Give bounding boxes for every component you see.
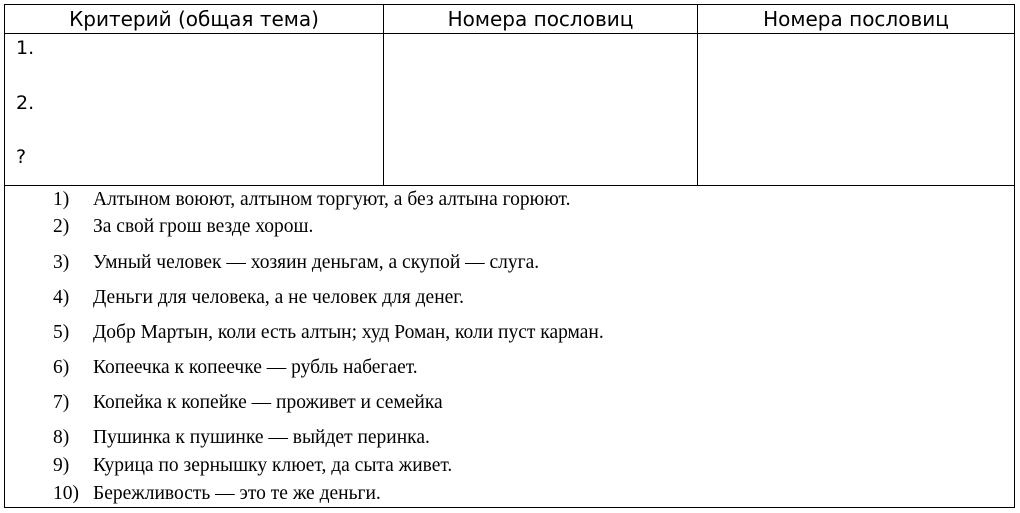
criterion-1: 1. (16, 37, 35, 59)
proverb-number: 6) (53, 357, 70, 378)
proverb-number: 1) (53, 189, 70, 210)
worksheet (4, 4, 1015, 508)
header-divider (5, 33, 1014, 34)
proverb-text: Деньги для человека, а не человек для денег. (93, 287, 464, 308)
proverb-item (53, 454, 452, 478)
proverb-item (53, 286, 464, 310)
header-proverb-numbers-2: Номера пословиц (763, 7, 949, 31)
proverb-number: 8) (53, 427, 70, 448)
proverb-item (53, 356, 418, 380)
proverb-number: 2) (53, 216, 70, 237)
criterion-3: ? (16, 146, 27, 168)
proverb-text: Алтыном воюют, алтыном торгуют, а без алтына горюют. (93, 189, 571, 210)
proverb-item (53, 321, 604, 345)
proverb-text: Курица по зернышку клюет, да сыта живет. (93, 455, 453, 476)
proverb-item (53, 215, 313, 239)
proverb-text: Копеечка к копеечке — рубль набегает. (93, 357, 418, 378)
table-bottom-divider (5, 185, 1014, 186)
proverb-item (53, 251, 539, 275)
header-criterion: Критерий (общая тема) (69, 7, 319, 31)
proverb-item (53, 482, 381, 506)
proverb-number: 9) (53, 455, 70, 476)
proverb-text: Пушинка к пушинке — выйдет перинка. (93, 427, 430, 448)
proverb-text: Копейка к копейке — проживет и семейка (93, 392, 443, 413)
proverb-text: Добр Мартын, коли есть алтын; худ Роман, коли пуст карман. (93, 322, 604, 343)
proverb-text: Умный человек — хозяин деньгам, а скупой — слуга. (93, 252, 540, 273)
criterion-2: 2. (16, 92, 35, 114)
proverb-number: 4) (53, 287, 70, 308)
proverb-item (53, 391, 443, 415)
proverb-item (53, 426, 430, 450)
header-proverb-numbers-1: Номера пословиц (447, 7, 634, 31)
proverb-text: За свой грош везде хорош. (93, 216, 314, 237)
proverb-text: Бережливость — это те же деньги. (93, 483, 381, 504)
proverb-number: 7) (53, 392, 70, 413)
proverb-item (53, 188, 570, 212)
proverb-number: 3) (53, 252, 70, 273)
proverb-number: 10) (53, 483, 79, 504)
proverb-number: 5) (53, 322, 70, 343)
